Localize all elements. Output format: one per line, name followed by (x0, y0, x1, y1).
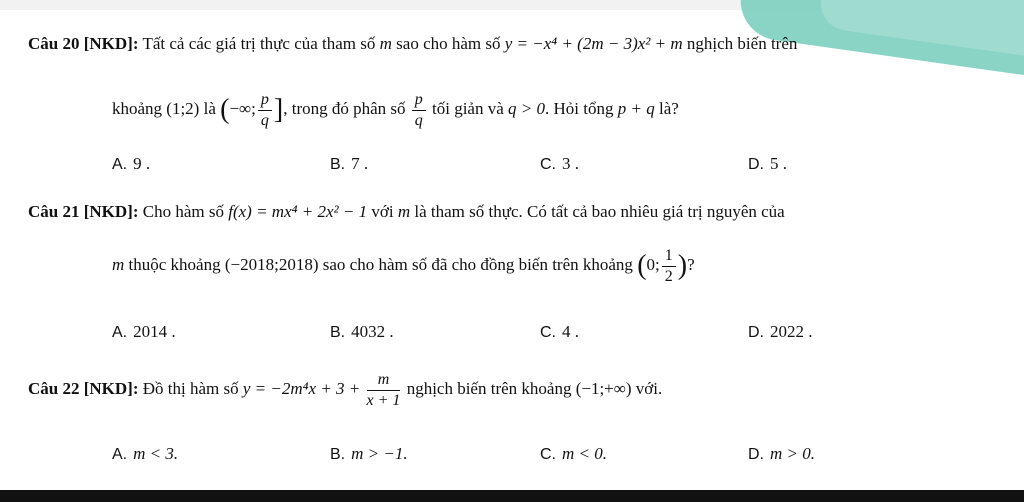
q21-fraction: $\frac{1}{2}$ (662, 246, 676, 287)
q20-option-a[interactable]: A. 9 . (112, 154, 151, 173)
q20-label: Câu 20 [NKD]: (28, 34, 139, 53)
q20-option-d[interactable]: D. 5 . (748, 154, 787, 173)
q20-option-c[interactable]: C. 3 . (540, 154, 579, 173)
q22-option-d[interactable]: D. m > 0. (748, 444, 815, 463)
q21-option-b[interactable]: B. 4032 . (330, 322, 394, 341)
q21-option-d[interactable]: D. 2022 . (748, 322, 813, 341)
bottom-bar (0, 490, 1024, 502)
q21-function: f(x) = mx⁴ + 2x² − 1 (228, 202, 368, 221)
q21-label: Câu 21 [NKD]: (28, 202, 139, 221)
q20-fraction: $\frac{p}{q}$ (412, 90, 426, 131)
q22-option-c[interactable]: C. m < 0. (540, 444, 607, 463)
q22-function: y = −2m⁴x + 3 + (242, 379, 361, 398)
q21-option-c[interactable]: C. 4 . (540, 322, 579, 341)
q22-line1: Câu 22 [NKD]: Đồ thị hàm số y = −2m⁴x + 3 + $\frac{m}{x + 1}$ nghịch biến trên khoảng (−1;+∞) với. (28, 370, 663, 409)
q21-line1: Câu 21 [NKD]: Cho hàm số f(x) = mx⁴ + 2x² − 1 với m là tham số thực. Có tất cả bao nhiêu giá trị nguyên của (28, 202, 785, 221)
q20-interval-fraction: $\frac{p}{q}$ (258, 90, 272, 131)
q22-option-a[interactable]: A. m < 3. (112, 444, 179, 463)
q22-option-b[interactable]: B. m > −1. (330, 444, 408, 463)
q21-option-a[interactable]: A. 2014 . (112, 322, 176, 341)
q22-fraction: $\frac{m}{x + 1}$ (366, 370, 401, 409)
q20-line2: khoảng (1;2) là (−∞; $\frac{p}{q}$ ], trong đó phân số $\frac{p}{q}$ tối giản và q > 0. Hỏi tổng p + q là? (112, 90, 679, 129)
q21-line2: m thuộc khoảng (−2018;2018) sao cho hàm số đã cho đồng biến trên khoảng (0; $\frac{1}{2}$ )? (112, 246, 695, 285)
q20-option-b[interactable]: B. 7 . (330, 154, 369, 173)
q22-label: Câu 22 [NKD]: (28, 379, 139, 398)
q20-function: y = −x⁴ + (2m − 3)x² + m (504, 34, 683, 53)
q20-line1: Câu 20 [NKD]: Tất cả các giá trị thực của tham số m sao cho hàm số y = −x⁴ + (2m − 3)x² + m nghịch biến trên (28, 34, 798, 53)
